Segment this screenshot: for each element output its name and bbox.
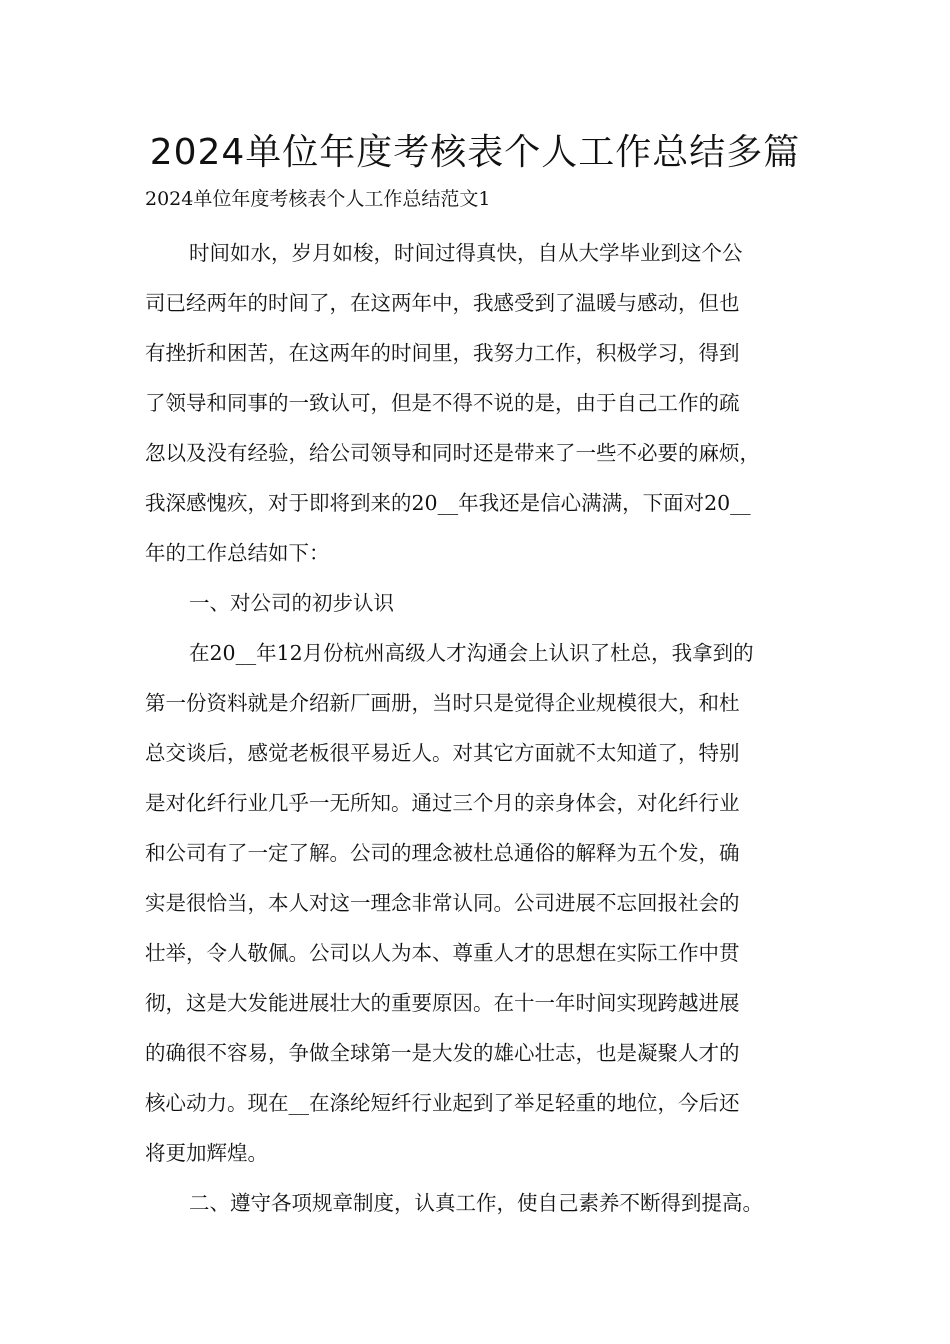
section-heading-1: 一、对公司的初步认识 xyxy=(189,591,394,615)
paragraph-line: 有挫折和困苦，在这两年的时间里，我努力工作，积极学习，得到 xyxy=(145,341,740,365)
paragraph-line: 在20__年12月份杭州高级人才沟通会上认识了杜总，我拿到的 xyxy=(189,641,754,665)
paragraph-line: 壮举，令人敬佩。公司以人为本、尊重人才的思想在实际工作中贯 xyxy=(145,941,740,965)
paragraph-line: 核心动力。现在__在涤纶短纤行业起到了举足轻重的地位，今后还 xyxy=(145,1091,740,1115)
paragraph-line: 总交谈后，感觉老板很平易近人。对其它方面就不太知道了，特别 xyxy=(145,741,740,765)
paragraph-line: 彻，这是大发能进展壮大的重要原因。在十一年时间实现跨越进展 xyxy=(145,991,740,1015)
paragraph-line: 的确很不容易，争做全球第一是大发的雄心壮志，也是凝聚人才的 xyxy=(145,1041,740,1065)
paragraph-line: 第一份资料就是介绍新厂画册，当时只是觉得企业规模很大，和杜 xyxy=(145,691,740,715)
section-heading-2: 二、遵守各项规章制度，认真工作，使自己素养不断得到提高。 xyxy=(189,1191,763,1215)
paragraph-line: 司已经两年的时间了，在这两年中，我感受到了温暖与感动，但也 xyxy=(145,291,740,315)
paragraph-line: 年的工作总结如下： xyxy=(145,541,330,565)
paragraph-line: 是对化纤行业几乎一无所知。通过三个月的亲身体会，对化纤行业 xyxy=(145,791,740,815)
paragraph-line: 和公司有了一定了解。公司的理念被杜总通俗的解释为五个发，确 xyxy=(145,841,740,865)
paragraph-line: 了领导和同事的一致认可，但是不得不说的是，由于自己工作的疏 xyxy=(145,391,740,415)
paragraph-line: 我深感愧疚，对于即将到来的20__年我还是信心满满，下面对20__ xyxy=(145,491,751,515)
document-subtitle: 2024单位年度考核表个人工作总结范文1 xyxy=(145,188,491,210)
paragraph-line: 实是很恰当，本人对这一理念非常认同。公司进展不忘回报社会的 xyxy=(145,891,740,915)
paragraph-line: 忽以及没有经验，给公司领导和同时还是带来了一些不必要的麻烦， xyxy=(145,441,760,465)
document-title: 2024单位年度考核表个人工作总结多篇 xyxy=(149,132,801,173)
paragraph-line: 时间如水，岁月如梭，时间过得真快，自从大学毕业到这个公 xyxy=(189,241,743,265)
paragraph-line: 将更加辉煌。 xyxy=(145,1141,268,1165)
